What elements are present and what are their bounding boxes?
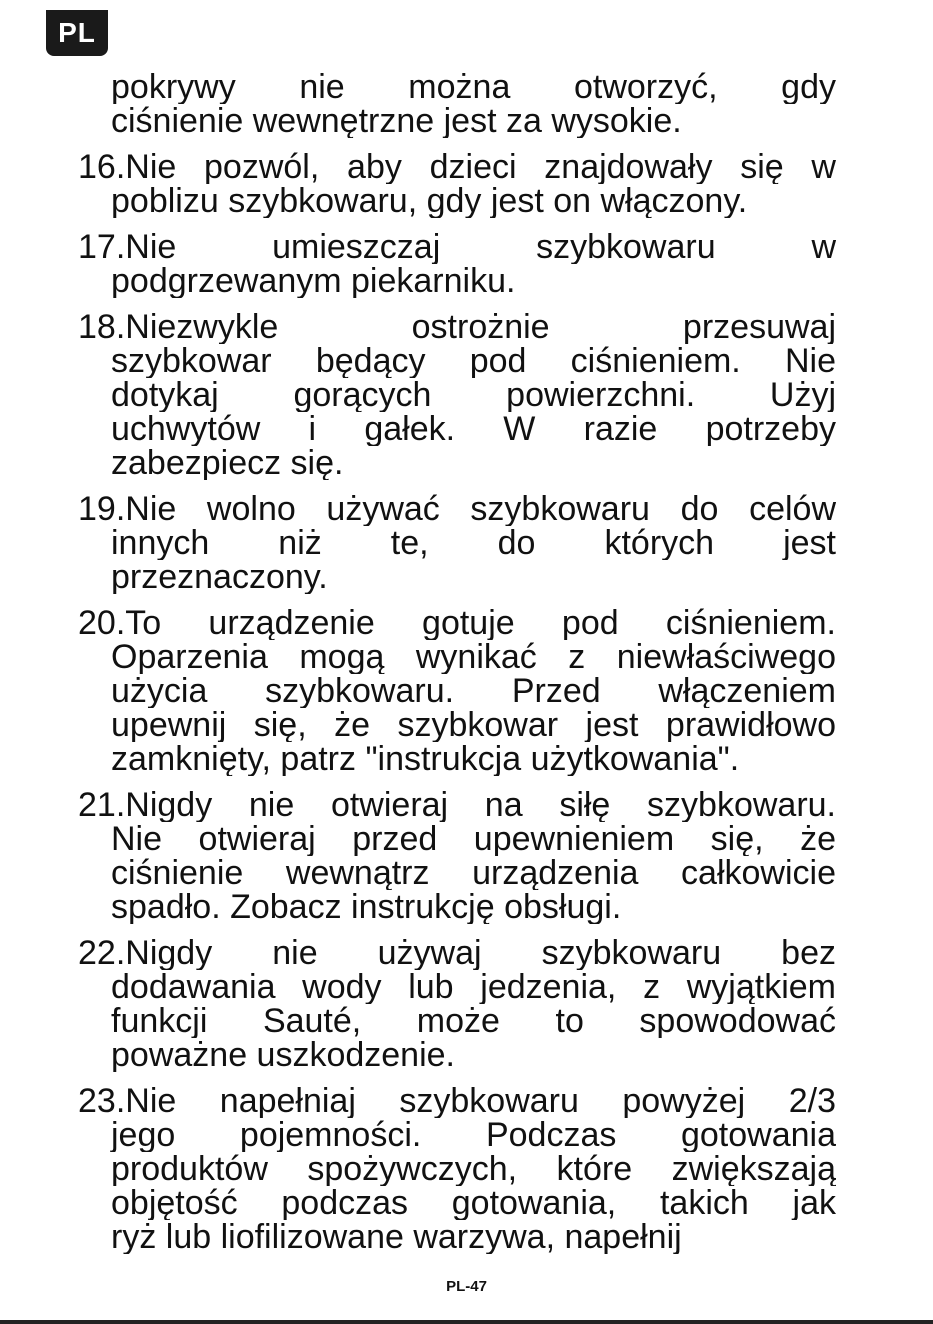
text-line: podgrzewanym piekarniku. [111, 264, 516, 298]
text-line: innych niż te, do których jest [111, 526, 836, 560]
item-19-heading: 19.Nie wolno używać szybkowaru do celów [78, 492, 836, 526]
text-line: Oparzenia mogą wynikać z niewłaściwego [111, 640, 836, 674]
text-line: uchwytów i gałek. W razie potrzeby [111, 412, 836, 446]
item-21-heading: 21.Nigdy nie otwieraj na siłę szybkowaru. [78, 788, 836, 822]
text-line: objętość podczas gotowania, takich jak [111, 1186, 836, 1220]
text-line: upewnij się, że szybkowar jest prawidłowo [111, 708, 836, 742]
text-line: zamknięty, patrz "instrukcja użytkowania". [111, 742, 740, 776]
text-line: ciśnienie wewnętrzne jest za wysokie. [111, 104, 682, 138]
item-22-heading: 22.Nigdy nie używaj szybkowaru bez [78, 936, 836, 970]
item-17-heading: 17.Nie umieszczaj szybkowaru w [78, 230, 836, 264]
page-number: PL-47 [446, 1278, 487, 1295]
text-line: zabezpiecz się. [111, 446, 344, 480]
text-line: spadło. Zobacz instrukcję obsługi. [111, 890, 622, 924]
text-line: ciśnienie wewnątrz urządzenia całkowicie [111, 856, 836, 890]
text-line: Nie otwieraj przed upewnieniem się, że [111, 822, 836, 856]
item-23-heading: 23.Nie napełniaj szybkowaru powyżej 2/3 [78, 1084, 836, 1118]
text-line: dodawania wody lub jedzenia, z wyjątkiem [111, 970, 836, 1004]
item-16-heading: 16.Nie pozwól, aby dzieci znajdowały się w [78, 150, 836, 184]
text-line: funkcji Sauté, może to spowodować [111, 1004, 836, 1038]
language-badge: PL [46, 10, 108, 56]
text-line: ryż lub liofilizowane warzywa, napełnij [111, 1220, 682, 1254]
text-line: produktów spożywczych, które zwiększają [111, 1152, 836, 1186]
item-18-heading: 18.Niezwykle ostrożnie przesuwaj [78, 310, 836, 344]
text-line: przeznaczony. [111, 560, 328, 594]
item-20-heading: 20.To urządzenie gotuje pod ciśnieniem. [78, 606, 836, 640]
text-line: użycia szybkowaru. Przed włączeniem [111, 674, 836, 708]
text-line: dotykaj gorących powierzchni. Użyj [111, 378, 836, 412]
instruction-list [78, 70, 836, 1254]
bottom-divider [0, 1320, 933, 1324]
text-line: pokrywy nie można otworzyć, gdy [111, 70, 836, 104]
text-line: szybkowar będący pod ciśnieniem. Nie [111, 344, 836, 378]
text-line: jego pojemności. Podczas gotowania [111, 1118, 836, 1152]
text-line: poblizu szybkowaru, gdy jest on włączony. [111, 184, 748, 218]
text-line: poważne uszkodzenie. [111, 1038, 456, 1072]
